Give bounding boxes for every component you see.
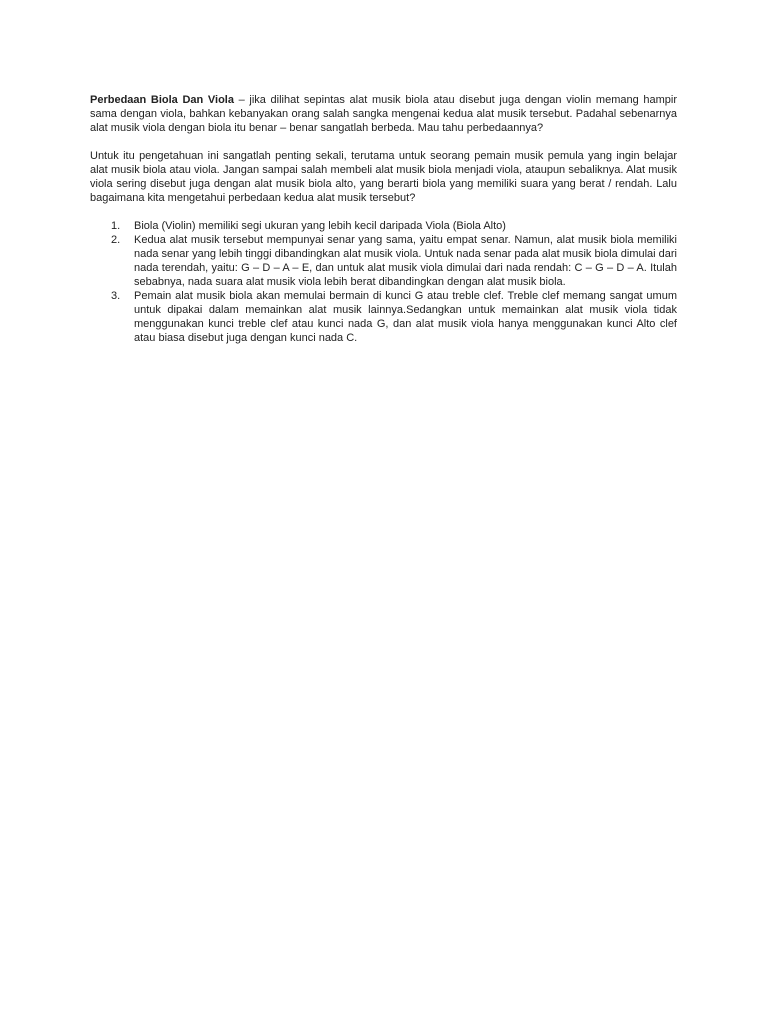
- document-page: [90, 93, 677, 345]
- list-item-text: Biola (Violin) memiliki segi ukuran yang lebih kecil daripada Viola (Biola Alto): [134, 220, 506, 232]
- list-item-text: Kedua alat musik tersebut mempunyai senar yang sama, yaitu empat senar. Namun, alat musik biola memiliki nada senar yang lebih tinggi dibandingkan alat musik viola. Untuk nada senar pada alat musik biola dimulai dari nada terendah, yaitu: G – D – A – E, dan untuk alat musik viola dimulai dari nada rendah: C – G – D – A. Itulah sebabnya, nada suara alat musik viola lebih berat dibandingkan dengan alat musik biola.: [134, 234, 678, 288]
- second-paragraph: Untuk itu pengetahuan ini sangatlah penting sekali, terutama untuk seorang pemain musik pemula yang ingin belajar alat musik biola atau viola. Jangan sampai salah membeli alat musik biola menjadi viola, ataupun sebaliknya. Alat musik viola sering disebut juga dengan alat musik biola alto, yang berarti biola yang memiliki suara yang berat / rendah. Lalu bagaimana kita mengetahui perbedaan kedua alat musik tersebut?: [90, 150, 677, 204]
- list-item-number: 2.: [111, 234, 121, 246]
- difference-list: [90, 219, 677, 345]
- intro-text: – jika dilihat sepintas alat musik biola atau disebut juga dengan violin memang hampir sama dengan viola, bahkan kebanyakan orang salah sangka mengenai kedua alat musik tersebut. Padahal sebenarnya alat musik viola dengan biola itu benar – benar sangatlah berbeda. Mau tahu perbedaannya?: [90, 94, 677, 134]
- list-item-number: 3.: [111, 290, 121, 302]
- list-item: [90, 233, 677, 289]
- intro-title: Perbedaan Biola Dan Viola: [90, 94, 234, 106]
- list-item: [90, 219, 677, 233]
- intro-paragraph: [90, 93, 677, 135]
- list-item: [90, 289, 677, 345]
- list-item-text: Pemain alat musik biola akan memulai bermain di kunci G atau treble clef. Treble clef memang sangat umum untuk dipakai dalam memainkan alat musik lainnya.Sedangkan untuk memainkan alat musik viola tidak menggunakan kunci treble clef atau kunci nada G, dan alat musik viola hanya menggunakan kunci Alto clef atau biasa disebut juga dengan kunci nada C.: [134, 290, 677, 344]
- list-item-number: 1.: [111, 220, 121, 232]
